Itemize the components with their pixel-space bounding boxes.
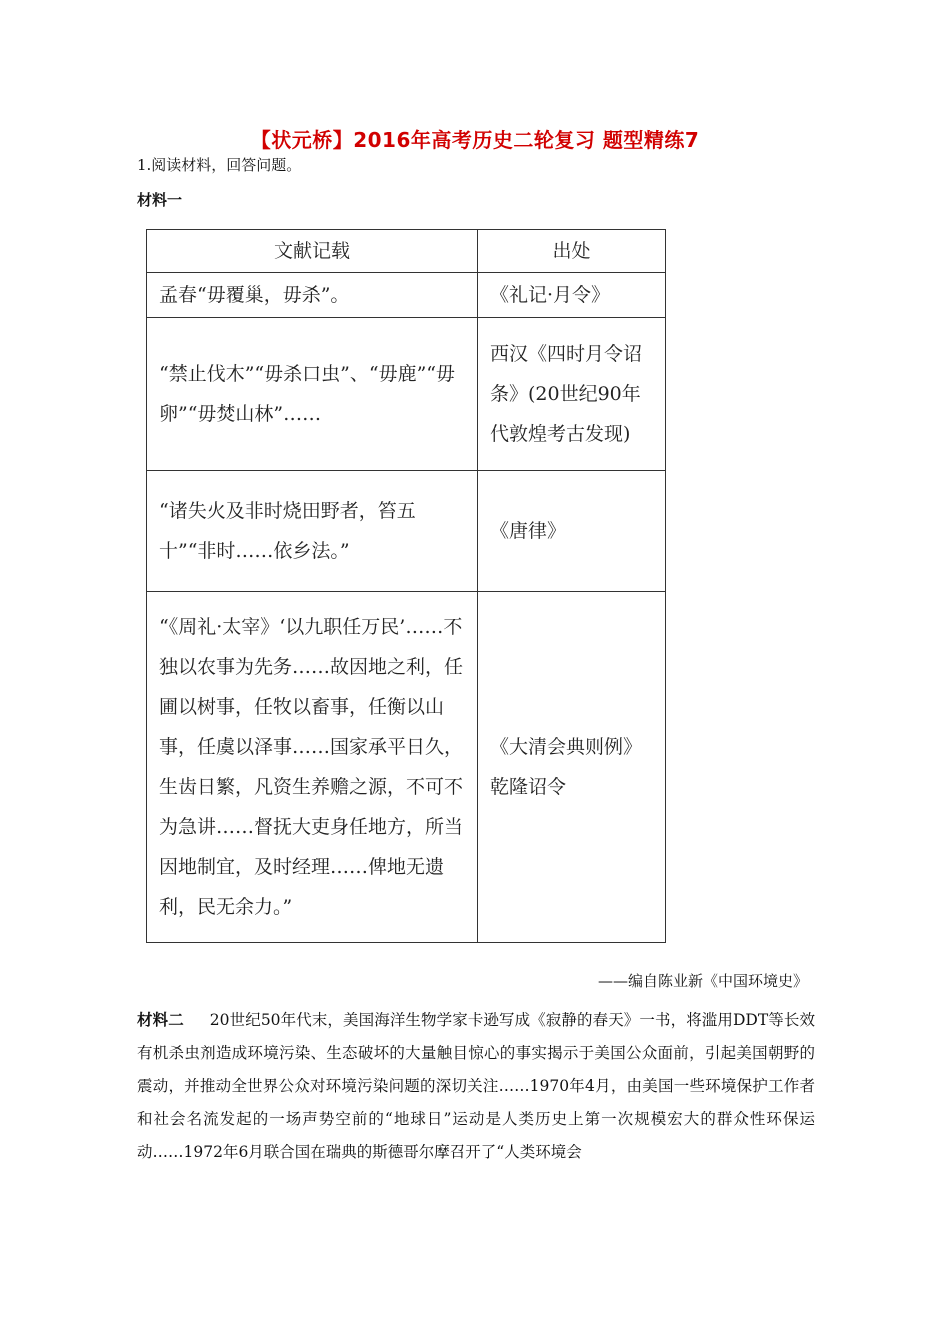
header-record: 文献记载 <box>147 230 478 273</box>
material-two-label: 材料二 <box>137 1011 184 1029</box>
record-cell: 孟春“毋覆巢，毋杀”。 <box>147 273 478 318</box>
table-row <box>147 318 666 471</box>
table-row <box>147 592 666 943</box>
record-cell: “诸失火及非时烧田野者，笞五十”“非时……依乡法。” <box>147 471 478 592</box>
source-cell: 《礼记·月令》 <box>478 273 666 318</box>
source-table <box>146 229 666 943</box>
record-cell: “《周礼·太宰》‘以九职任万民’……不独以农事为先务……故因地之利，任圃以树事，任牧以畜事，任衡以山事，任虞以泽事……国家承平日久，生齿日繁，凡资生养赡之源，不可不为急讲……督抚大吏身任地方，所当因地制宜，及时经理……俾地无遗利，民无余力。” <box>147 592 478 943</box>
table-row <box>147 273 666 318</box>
material-two-text: 20世纪50年代末，美国海洋生物学家卡逊写成《寂静的春天》一书，将滥用DDT等长效有机杀虫剂造成环境污染、生态破坏的大量触目惊心的事实揭示于美国公众面前，引起美国朝野的震动，并推动全世界公众对环境污染问题的深切关注……1970年4月，由美国一些环境保护工作者和社会名流发起的一场声势空前的“地球日”运动是人类历史上第一次规模宏大的群众性环保运动……1972年6月联合国在瑞典的斯德哥尔摩召开了“人类环境会 <box>137 1011 815 1161</box>
question-prompt: 1.阅读材料，回答问题。 <box>137 156 302 174</box>
header-source: 出处 <box>478 230 666 273</box>
doc-title: 【状元桥】2016年高考历史二轮复习 题型精练7 <box>250 128 700 152</box>
material-one-label: 材料一 <box>137 191 183 209</box>
citation: ——编自陈业新《中国环境史》 <box>597 972 808 990</box>
source-cell: 《大清会典则例》乾隆诏令 <box>478 592 666 943</box>
record-cell: “禁止伐木”“毋杀口虫”、“毋鹿”“毋卵”“毋焚山林”…… <box>147 318 478 471</box>
source-cell: 《唐律》 <box>478 471 666 592</box>
material-two-paragraph <box>137 1004 815 1169</box>
source-cell: 西汉《四时月令诏条》(20世纪90年代敦煌考古发现) <box>478 318 666 471</box>
table-row <box>147 471 666 592</box>
table-header-row <box>147 230 666 273</box>
